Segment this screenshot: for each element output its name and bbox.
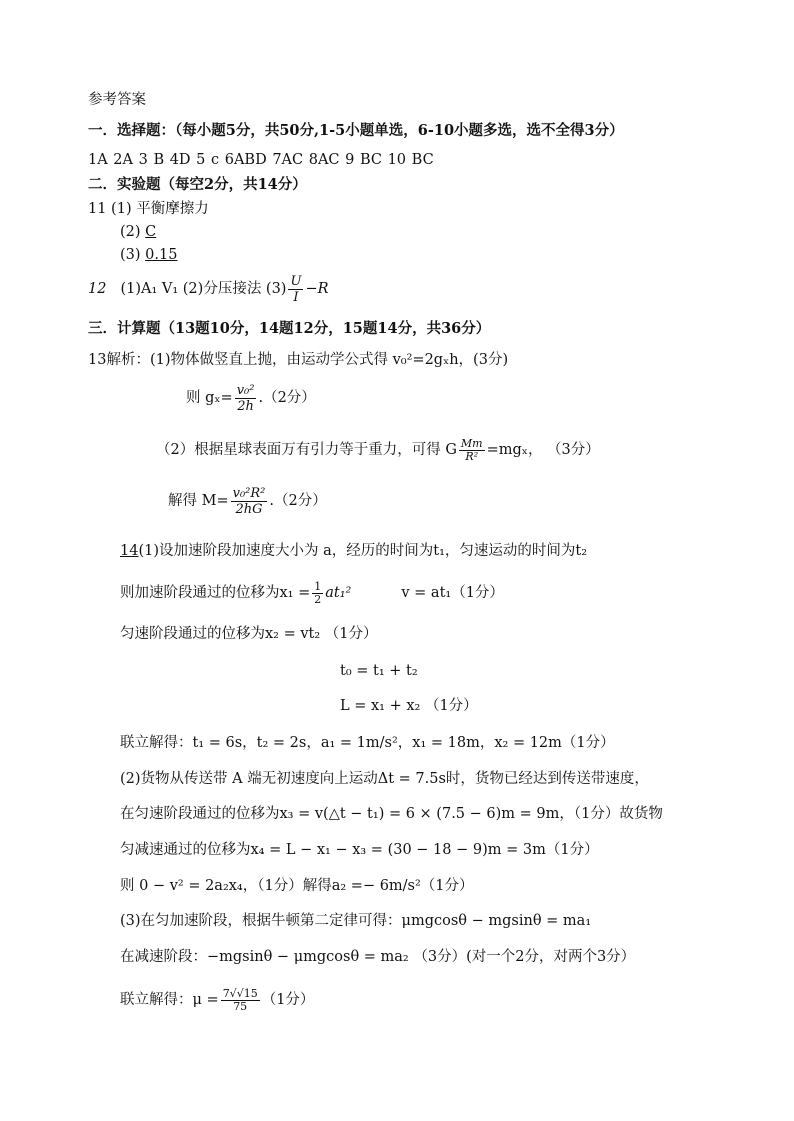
q13-l3-pre: （2）根据星球表面万有引力等于重力，可得 G — [156, 442, 457, 458]
q13-l4-fraction — [231, 486, 268, 517]
page-title: 参考答案 — [88, 92, 146, 108]
q13-line1: 13解析：(1)物体做竖直上抛，由运动学公式得 v₀²=2gₓh，(3分) — [88, 352, 509, 368]
q14-l13-fraction — [221, 988, 260, 1013]
q14-number: 14 — [120, 543, 139, 559]
q11-part2-label: (2) — [120, 224, 146, 240]
q14-line4: t₀ = t₁ + t₂ — [340, 663, 418, 679]
q11-part2-answer: C — [145, 224, 157, 240]
q11-part3-answer: 0.15 — [145, 247, 178, 263]
section1-answers: 1A 2A 3 B 4D 5 c 6ABD 7AC 8AC 9 BC 10 BC — [88, 152, 434, 168]
q12-frac-num: U — [290, 273, 302, 289]
section1-heading: 一．选择题：（每小题5分，共50分,1-5小题单选，6-10小题多选，选不全得3分） — [88, 122, 624, 139]
q14-line12: 在减速阶段：−mgsinθ − μmgcosθ = ma₂ （3分）(对一个2分，对两个3分） — [120, 949, 636, 965]
q12-text: (1)A₁ V₁ (2)分压接法 (3) — [120, 281, 287, 297]
q12-frac-den: I — [293, 289, 299, 305]
q13-l4-pre: 解得 M= — [168, 493, 229, 509]
q12-tail: −R — [305, 281, 329, 297]
q14-line1 — [120, 541, 587, 561]
q14-l2-den: 2 — [314, 592, 322, 606]
q13-l3-num: Mm — [460, 436, 483, 450]
q13-l3-post: =mgₓ， （3分） — [486, 442, 600, 458]
q14-l13-num: 7√√15 — [222, 986, 258, 1000]
q12-fraction — [288, 274, 303, 305]
q14-l2-num: 1 — [314, 579, 322, 593]
q14-l2-post: at₁² — [325, 585, 352, 601]
q14-line2 — [120, 576, 504, 610]
q13-l2-num: v₀² — [236, 382, 255, 398]
q14-line11: (3)在匀加速阶段，根据牛顿第二定律可得：μmgcosθ − mgsinθ = ma₁ — [120, 913, 592, 929]
q14-line3: 匀速阶段通过的位移为x₂ = vt₂ （1分） — [120, 626, 378, 642]
q14-line7: (2)货物从传送带 A 端无初速度向上运动Δt = 7.5s时，货物已经达到传送带速度， — [120, 771, 649, 787]
q12-line — [88, 272, 329, 306]
q11-part3 — [120, 245, 177, 265]
q13-l2-fraction — [235, 383, 257, 414]
q14-l2-b: v = at₁（1分） — [401, 585, 504, 601]
q14-line5: L = x₁ + x₂ （1分） — [340, 698, 478, 714]
q14-l13-den: 75 — [233, 999, 248, 1013]
q14-l2-pre: 则加速阶段通过的位移为x₁ = — [120, 585, 311, 601]
q13-l2-post: .（2分） — [258, 390, 316, 406]
q11-part2 — [120, 222, 156, 242]
q14-line6: 联立解得：t₁ = 6s，t₂ = 2s，a₁ = 1m/s²，x₁ = 18m，x₂ = 12m（1分） — [120, 735, 615, 751]
q13-l4-post: .（2分） — [269, 493, 327, 509]
q12-number: 12 — [88, 281, 107, 297]
q13-l3-den: R² — [465, 449, 479, 463]
q13-l4-den: 2hG — [235, 501, 263, 517]
q13-line3 — [156, 432, 600, 468]
q14-l2-fraction — [312, 581, 323, 606]
q11-part1: 11 (1) 平衡摩擦力 — [88, 201, 209, 217]
q11-part3-label: (3) — [120, 247, 146, 263]
q14-line10: 则 0 − v² = 2a₂x₄，（1分）解得a₂ =− 6m/s²（1分） — [120, 878, 474, 894]
q13-l4-num: v₀²R² — [232, 485, 266, 501]
q13-line4 — [168, 482, 327, 520]
q13-l2-den: 2h — [237, 398, 254, 414]
q14-line8: 在匀速阶段通过的位移为x₃ = v(△t − t₁) = 6 × (7.5 − 6)m = 9m，（1分）故货物 — [120, 806, 663, 822]
q14-l13-pre: 联立解得：μ = — [120, 992, 219, 1008]
q13-line2 — [186, 380, 316, 416]
q14-l1-text: (1)设加速阶段加速度大小为 a，经历的时间为t₁，匀速运动的时间为t₂ — [138, 543, 588, 559]
section3-heading: 三．计算题（13题10分，14题12分，15题14分，共36分） — [88, 320, 491, 337]
section2-heading: 二．实验题（每空2分，共14分） — [88, 176, 307, 193]
q14-l13-post: （1分） — [261, 992, 315, 1008]
q13-l3-fraction — [459, 438, 485, 463]
q14-line9: 匀减速通过的位移为x₄ = L − x₁ − x₃ = (30 − 18 − 9)m = 3m（1分） — [120, 842, 599, 858]
q14-line13 — [120, 982, 314, 1018]
q13-l2-pre: 则 gₓ= — [186, 390, 233, 406]
